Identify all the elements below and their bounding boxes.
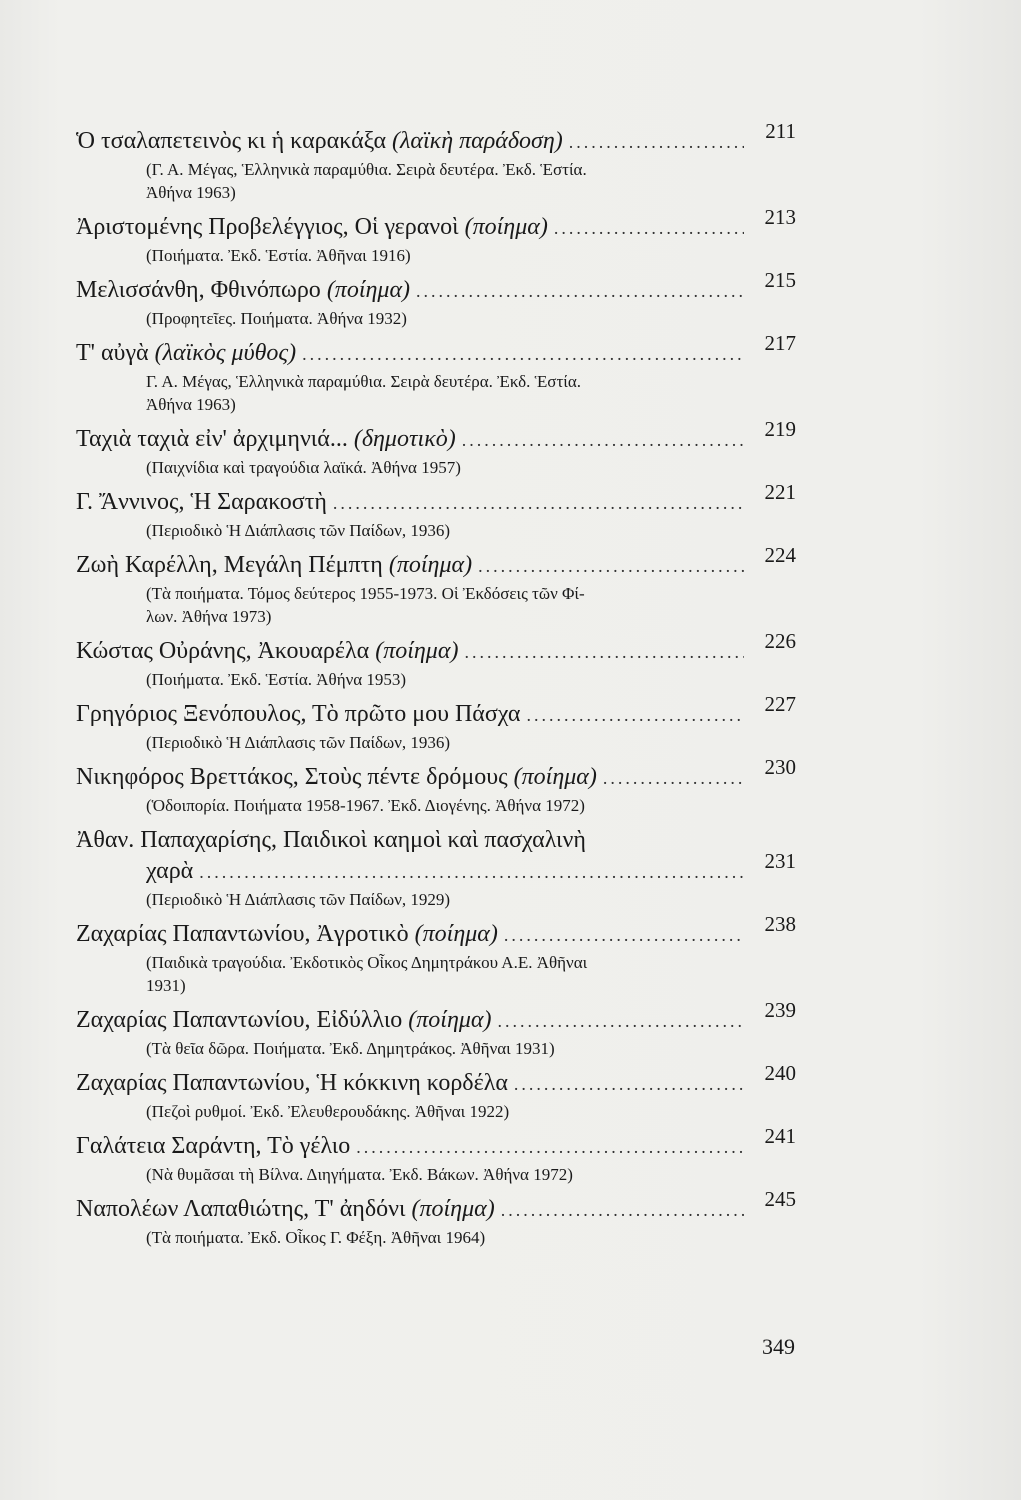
entry-title: Ναπολέων Λαπαθιώτης, Τ' ἀηδόνι (ποίημα) xyxy=(76,1196,495,1222)
toc-entry xyxy=(76,1061,796,1123)
entry-page-number: 238 xyxy=(764,912,796,936)
dot-leader xyxy=(504,920,744,951)
entry-genre: (ποίημα) xyxy=(408,1007,492,1033)
entry-page-number: 231 xyxy=(764,849,796,873)
entry-page-number: 211 xyxy=(765,119,796,143)
entry-title-line xyxy=(76,331,796,370)
entry-title-line xyxy=(76,205,796,244)
entry-title: Ζαχαρίας Παπαντωνίου, Ἡ κόκκινη κορδέλα xyxy=(76,1070,508,1096)
entry-title: Ζωὴ Καρέλλη, Μεγάλη Πέμπτη (ποίημα) xyxy=(76,552,473,578)
entry-title: Γ. Ἄννινος, Ἡ Σαρακοστὴ xyxy=(76,489,327,515)
entry-title: Τ' αὐγὰ (λαϊκὸς μύθος) xyxy=(76,340,297,366)
entry-page-number: 215 xyxy=(764,268,796,292)
source-line: (Προφητεῖες. Ποιήματα. Ἀθήνα 1932) xyxy=(146,309,407,328)
source-line: (Περιοδικὸ Ἡ Διάπλασις τῶν Παίδων, 1936) xyxy=(146,733,451,752)
source-line: λων. Ἀθήνα 1973) xyxy=(146,607,272,626)
dot-leader xyxy=(603,763,744,794)
entry-page-number: 227 xyxy=(764,692,796,716)
source-line: (Τὰ ποιήματα. Τόμος δεύτερος 1955-1973. Οἱ Ἐκδόσεις τῶν Φί- xyxy=(146,584,585,603)
entry-source xyxy=(76,1100,796,1123)
entry-genre: (ποίημα) xyxy=(326,277,411,303)
toc-entry xyxy=(76,1187,796,1249)
entry-source xyxy=(76,158,796,204)
toc-entry xyxy=(76,912,796,997)
entry-title: Ἀριστομένης Προβελέγγιος, Οἱ γερανοὶ (ποίημα) xyxy=(76,214,548,240)
toc-entry xyxy=(76,543,796,628)
toc-entry xyxy=(76,480,796,542)
toc-entry xyxy=(76,268,796,330)
entry-title-line xyxy=(76,692,796,731)
dot-leader xyxy=(302,339,744,370)
entry-title: Ζαχαρίας Παπαντωνίου, Εἰδύλλιο (ποίημα) xyxy=(76,1007,492,1033)
toc-entry xyxy=(76,998,796,1060)
entry-genre: (ποίημα) xyxy=(411,1196,495,1222)
dot-leader xyxy=(416,276,744,307)
entry-page-number: 239 xyxy=(764,998,796,1022)
entry-title-line xyxy=(76,998,796,1037)
source-line: (Τὰ θεῖα δῶρα. Ποιήματα. Ἐκδ. Δημητράκος. Ἀθῆναι 1931) xyxy=(146,1039,555,1058)
toc-entry xyxy=(76,119,796,204)
entry-genre: (λαϊκὴ παράδοση) xyxy=(392,128,563,154)
source-line: 1931) xyxy=(146,976,186,995)
entry-page-number: 213 xyxy=(764,205,796,229)
entry-title-line xyxy=(76,1124,796,1163)
entry-title-line xyxy=(76,912,796,951)
entry-source xyxy=(76,794,796,817)
entry-page-number: 219 xyxy=(764,417,796,441)
entry-title-line xyxy=(76,849,796,888)
toc-entry xyxy=(76,331,796,416)
entry-page-number: 230 xyxy=(764,755,796,779)
entry-genre: (ποίημα) xyxy=(513,764,597,790)
entry-genre: (ποίημα) xyxy=(414,921,498,947)
dot-leader xyxy=(478,551,744,582)
dot-leader xyxy=(554,213,744,244)
entry-genre: (δημοτικὸ) xyxy=(353,426,456,452)
source-line: (Τὰ ποιήματα. Ἐκδ. Οἶκος Γ. Φέξη. Ἀθῆναι 1964) xyxy=(146,1228,486,1247)
entry-source xyxy=(76,731,796,754)
entry-source xyxy=(76,456,796,479)
entry-title-line xyxy=(76,543,796,582)
entry-title-line xyxy=(76,480,796,519)
entry-title: χαρὰ xyxy=(146,858,194,884)
entry-source xyxy=(76,1226,796,1249)
source-line: Γ. Α. Μέγας, Ἑλληνικὰ παραμύθια. Σειρὰ δευτέρα. Ἐκδ. Ἑστία. xyxy=(146,372,582,391)
entry-title-line xyxy=(76,629,796,668)
dot-leader xyxy=(333,488,744,519)
source-line: (Περιοδικὸ Ἡ Διάπλασις τῶν Παίδων, 1936) xyxy=(146,521,451,540)
entry-genre: (ποίημα) xyxy=(464,214,548,240)
entry-page-number: 226 xyxy=(764,629,796,653)
entry-source xyxy=(76,244,796,267)
entry-title-first-line: Ἀθαν. Παπαχαρίσης, Παιδικοὶ καημοὶ καὶ πασχαλινὴ xyxy=(76,827,586,853)
source-line: Ἀθήνα 1963) xyxy=(146,395,236,414)
entry-title: Ζαχαρίας Παπαντωνίου, Ἀγροτικὸ (ποίημα) xyxy=(76,921,498,947)
source-line: (Γ. Α. Μέγας, Ἑλληνικὰ παραμύθια. Σειρὰ δευτέρα. Ἐκδ. Ἑστία. xyxy=(146,160,587,179)
dot-leader xyxy=(199,857,744,888)
entry-page-number: 245 xyxy=(764,1187,796,1211)
entry-title: Νικηφόρος Βρεττάκος, Στοὺς πέντε δρόμους (ποίημα) xyxy=(76,764,597,790)
entry-page-number: 240 xyxy=(764,1061,796,1085)
entry-title: Κώστας Οὐράνης, Ἀκουαρέλα (ποίημα) xyxy=(76,638,459,664)
dot-leader xyxy=(569,127,744,158)
dot-leader xyxy=(514,1069,744,1100)
page-number: 349 xyxy=(762,1334,795,1359)
source-line: (Ὁδοιπορία. Ποιήματα 1958-1967. Ἐκδ. Διογένης. Ἀθήνα 1972) xyxy=(146,796,585,815)
toc-entry xyxy=(76,629,796,691)
entry-genre: (λαϊκὸς μύθος) xyxy=(154,340,297,366)
entry-page-number: 221 xyxy=(764,480,796,504)
entry-source xyxy=(76,307,796,330)
entry-title: Ταχιὰ ταχιὰ εἰν' ἀρχιμηνιά... (δημοτικὸ) xyxy=(76,426,456,452)
entry-page-number: 241 xyxy=(764,1124,796,1148)
dot-leader xyxy=(356,1132,744,1163)
source-line: (Περιοδικὸ Ἡ Διάπλασις τῶν Παίδων, 1929) xyxy=(146,890,451,909)
entry-page-number: 217 xyxy=(764,331,796,355)
dot-leader xyxy=(501,1195,744,1226)
entry-source xyxy=(76,1163,796,1186)
dot-leader xyxy=(464,637,744,668)
entry-title-line xyxy=(76,755,796,794)
toc-entry xyxy=(76,825,796,911)
entry-title: Μελισσάνθη, Φθινόπωρο (ποίημα) xyxy=(76,277,411,303)
dot-leader xyxy=(527,700,744,731)
entry-title-line xyxy=(76,1061,796,1100)
entry-source xyxy=(76,370,796,416)
toc-entry xyxy=(76,692,796,754)
toc-entry xyxy=(76,755,796,817)
toc-entry xyxy=(76,205,796,267)
toc-entry xyxy=(76,1124,796,1186)
entry-title-line xyxy=(76,119,796,158)
entry-title-line xyxy=(76,1187,796,1226)
entry-title: Γαλάτεια Σαράντη, Τὸ γέλιο xyxy=(76,1133,351,1159)
source-line: Ἀθήνα 1963) xyxy=(146,183,236,202)
source-line: (Παιχνίδια καὶ τραγούδια λαϊκά. Ἀθήνα 1957) xyxy=(146,458,461,477)
dot-leader xyxy=(498,1006,744,1037)
entry-source xyxy=(76,519,796,542)
entry-genre: (ποίημα) xyxy=(388,552,473,578)
entry-source xyxy=(76,1037,796,1060)
source-line: (Ποιήματα. Ἐκδ. Ἑστία. Ἀθῆναι 1916) xyxy=(146,246,411,265)
source-line: (Πεζοὶ ρυθμοί. Ἐκδ. Ἐλευθερουδάκης. Ἀθῆναι 1922) xyxy=(146,1102,510,1121)
entry-source xyxy=(76,668,796,691)
entry-title: Ὁ τσαλαπετεινὸς κι ἡ καρακάξα (λαϊκὴ παράδοση) xyxy=(76,128,563,154)
entry-source xyxy=(76,888,796,911)
entry-title: Γρηγόριος Ξενόπουλος, Τὸ πρῶτο μου Πάσχα xyxy=(76,701,521,727)
source-line: (Νὰ θυμᾶσαι τὴ Βίλνα. Διηγήματα. Ἐκδ. Βάκων. Ἀθήνα 1972) xyxy=(146,1165,573,1184)
entry-source xyxy=(76,582,796,628)
table-of-contents xyxy=(76,119,796,1257)
entry-title-line xyxy=(76,417,796,456)
source-line: (Παιδικὰ τραγούδια. Ἐκδοτικὸς Οἶκος Δημητράκου Α.Ε. Ἀθῆναι xyxy=(146,953,588,972)
entry-title-line xyxy=(76,268,796,307)
entry-genre: (ποίημα) xyxy=(375,638,459,664)
dot-leader xyxy=(462,425,744,456)
toc-entry xyxy=(76,417,796,479)
entry-page-number: 224 xyxy=(764,543,796,567)
source-line: (Ποιήματα. Ἐκδ. Ἑστία. Ἀθήνα 1953) xyxy=(146,670,407,689)
entry-source xyxy=(76,951,796,997)
